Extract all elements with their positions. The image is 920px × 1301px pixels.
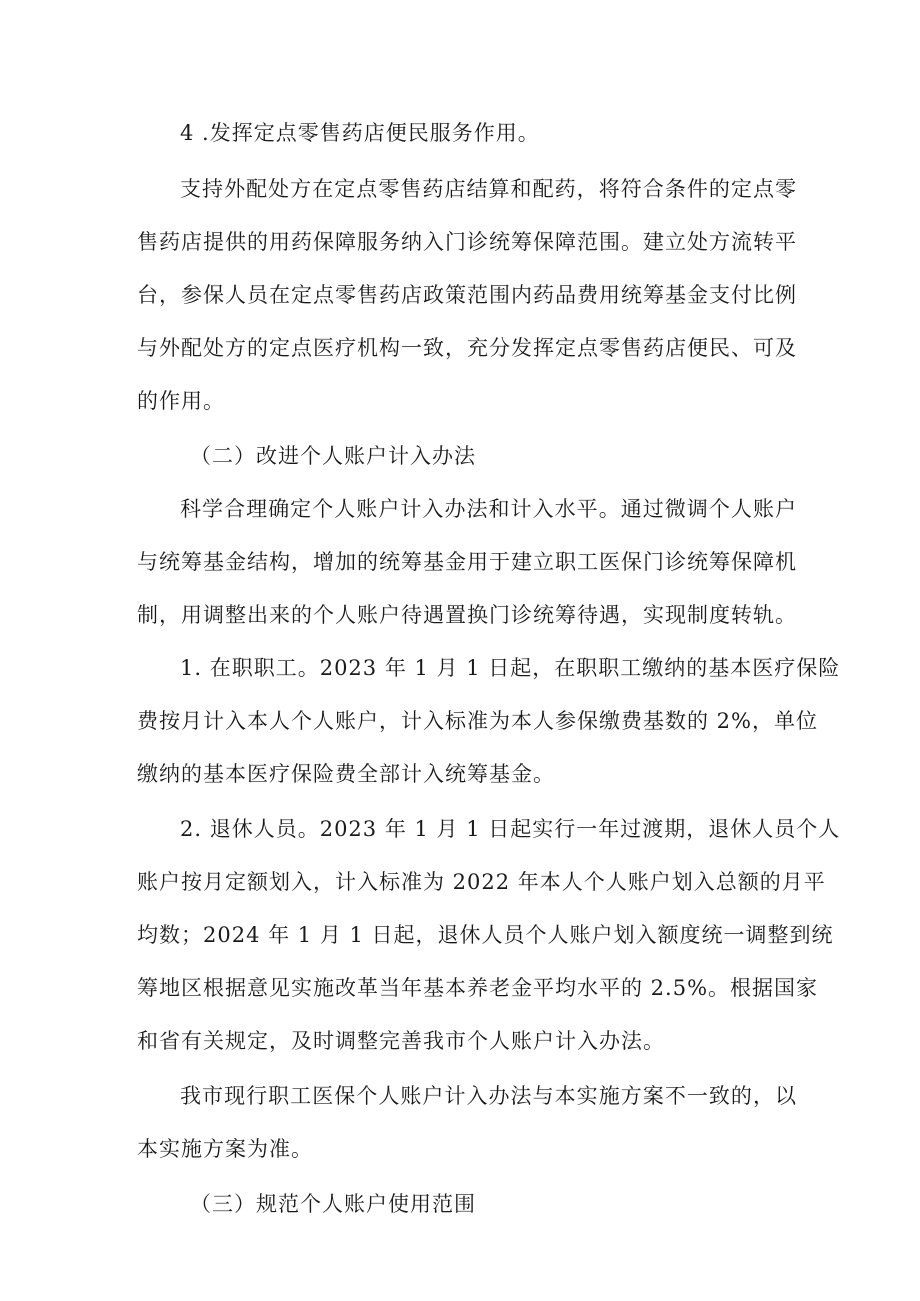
section-heading: 4 .发挥定点零售药店便民服务作用。: [180, 121, 540, 145]
paragraph-line: 筹地区根据意见实施改革当年基本养老金平均水平的 2.5%。根据国家: [137, 976, 819, 1000]
paragraph-line: 均数；2024 年 1 月 1 日起，退休人员个人账户划入额度统一调整到统: [137, 923, 834, 947]
paragraph-line: 本实施方案为准。: [137, 1137, 313, 1161]
paragraph-line: 售药店提供的用药保障服务纳入门诊统筹保障范围。建立处方流转平: [137, 230, 797, 254]
paragraph-line: 的作用。: [137, 389, 225, 413]
paragraph-line: 2. 退休人员。2023 年 1 月 1 日起实行一年过渡期，退休人员个人: [180, 817, 841, 841]
paragraph-line: 费按月计入本人个人账户，计入标准为本人参保缴费基数的 2%，单位: [137, 709, 818, 733]
paragraph-line: 制，用调整出来的个人账户待遇置换门诊统筹待遇，实现制度转轨。: [137, 603, 797, 627]
paragraph-line: 与外配处方的定点医疗机构一致，充分发挥定点零售药店便民、可及: [137, 336, 797, 360]
paragraph-line: 科学合理确定个人账户计入办法和计入水平。通过微调个人账户: [180, 497, 797, 521]
paragraph-line: 台，参保人员在定点零售药店政策范围内药品费用统筹基金支付比例: [137, 283, 797, 307]
paragraph-line: 和省有关规定，及时调整完善我市个人账户计入办法。: [137, 1029, 665, 1053]
paragraph-line: 账户按月定额划入，计入标准为 2022 年本人个人账户划入总额的月平: [137, 870, 826, 894]
paragraph-line: 与统筹基金结构，增加的统筹基金用于建立职工医保门诊统筹保障机: [137, 550, 797, 574]
section-heading: （三）规范个人账户使用范围: [190, 1192, 476, 1216]
paragraph-line: 支持外配处方在定点零售药店结算和配药，将符合条件的定点零: [180, 177, 797, 201]
section-heading: （二）改进个人账户计入办法: [190, 444, 476, 468]
paragraph-line: 1. 在职职工。2023 年 1 月 1 日起，在职职工缴纳的基本医疗保险: [180, 656, 841, 680]
paragraph-line: 我市现行职工医保个人账户计入办法与本实施方案不一致的，以: [180, 1084, 797, 1108]
paragraph-line: 缴纳的基本医疗保险费全部计入统筹基金。: [137, 762, 555, 786]
